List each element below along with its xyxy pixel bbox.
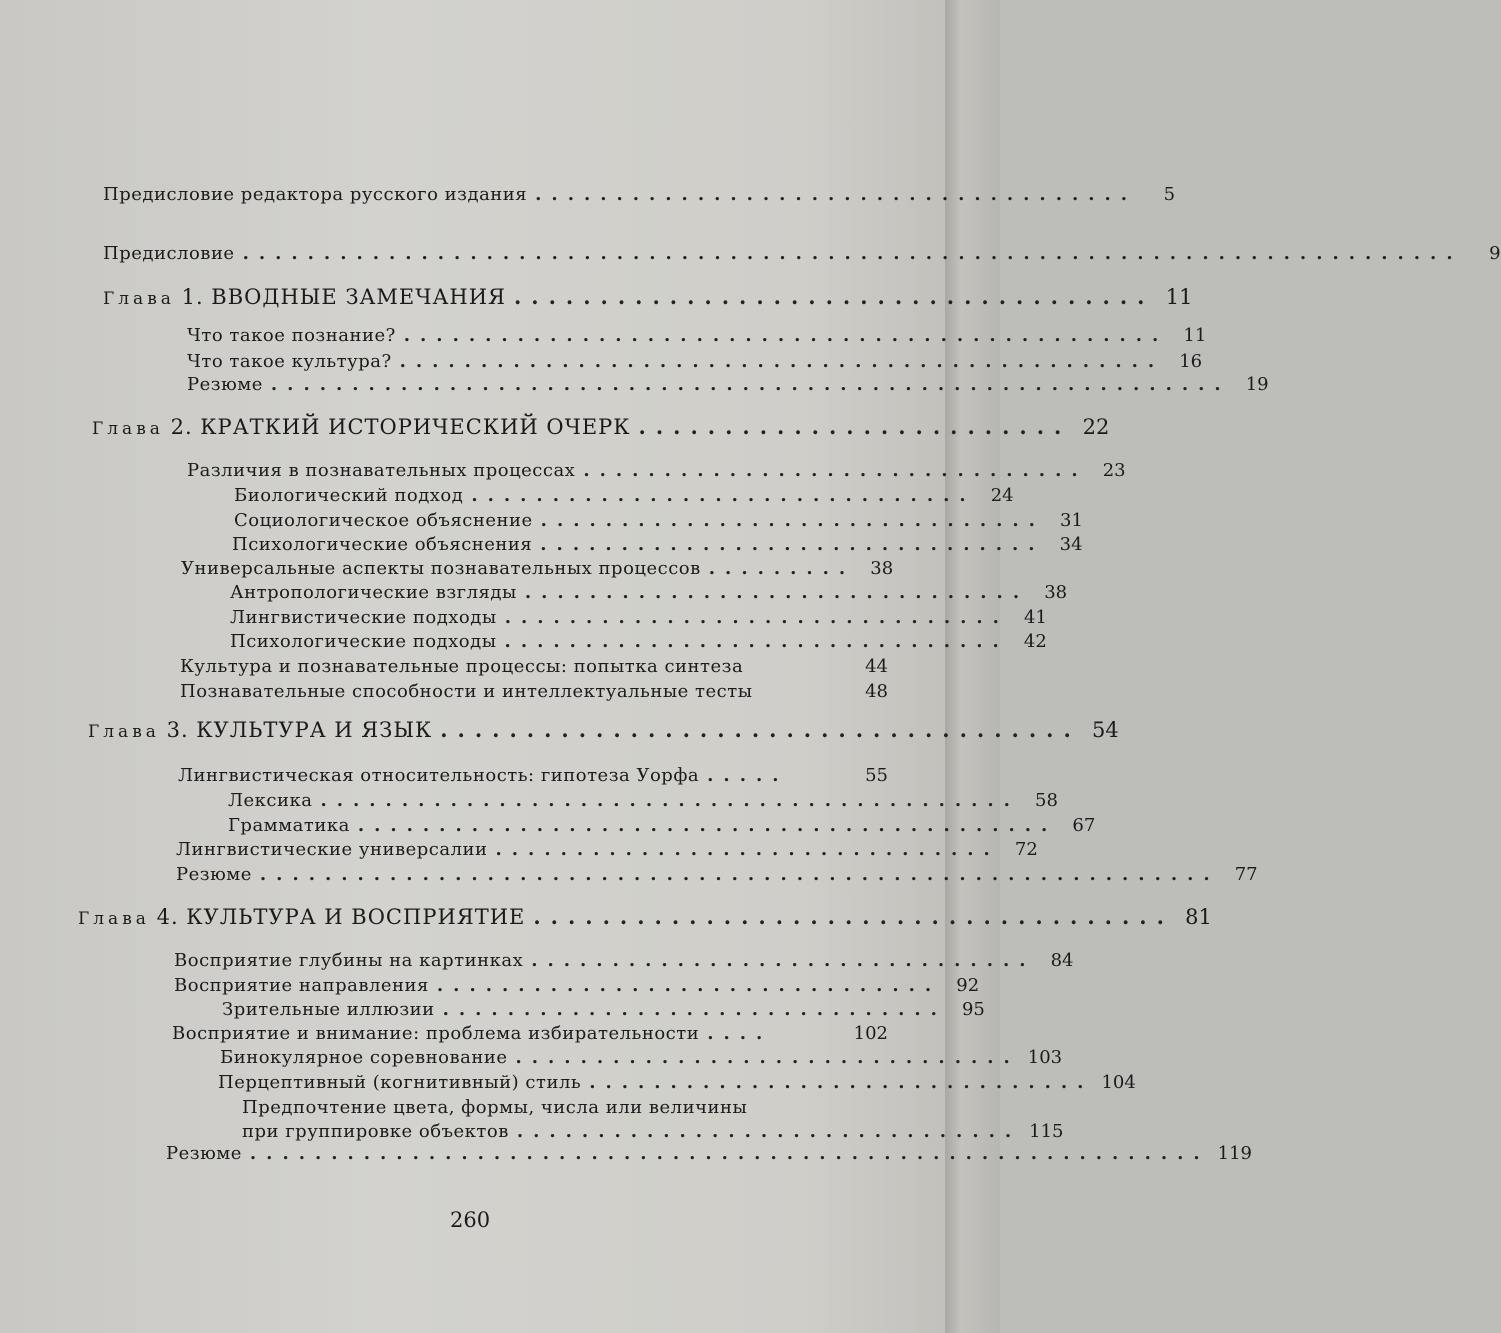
dot-leader: ......................... xyxy=(638,414,1072,439)
toc-entry: Бинокулярное соревнование ............................... 103 xyxy=(220,1047,1063,1068)
dot-leader: ............................... xyxy=(504,631,1009,652)
toc-chapter-1: Глава 1. ВВОДНЫЕ ЗАМЕЧАНИЯ ..................................... 11 xyxy=(103,284,1193,309)
dot-leader: ............................... xyxy=(589,1072,1094,1093)
dot-leader: ............................... xyxy=(471,485,976,506)
toc-entry: Универсальные аспекты познавательных процессов ......... 38 xyxy=(181,558,894,579)
toc-chapter-2: Глава 2. КРАТКИЙ ИСТОРИЧЕСКИЙ ОЧЕРК ......................... 22 xyxy=(92,414,1110,439)
dot-leader: ........................................................... xyxy=(249,1143,1210,1164)
dot-leader: ............................................... xyxy=(399,351,1165,372)
dot-leader: ............................... xyxy=(495,839,1000,860)
toc-entry: Лингвистическая относительность: гипотеза Уорфа ..... 55 xyxy=(178,765,888,786)
toc-entry: Восприятие направления ............................... 92 xyxy=(174,975,980,996)
toc-entry: Резюме ........................................................... 119 xyxy=(166,1143,1252,1164)
toc-entry: Лингвистические универсалии ............................... 72 xyxy=(176,839,1038,860)
toc-entry: Резюме ........................................................... 77 xyxy=(176,864,1258,885)
toc-entry: Психологические объяснения ............................... 34 xyxy=(232,534,1083,555)
dot-leader: ............................... xyxy=(540,534,1045,555)
dot-leader: ..... xyxy=(707,765,789,786)
toc-entry-preface-editor: Предисловие редактора русского издания ..................................... 5 xyxy=(103,184,1176,205)
toc-entry: Социологическое объяснение ............................... 31 xyxy=(234,510,1083,531)
toc-entry: Познавательные способности и интеллектуальные тесты 48 xyxy=(180,681,888,702)
toc-entry: Биологический подход ............................... 24 xyxy=(234,485,1014,506)
toc-entry: Антропологические взгляды ............................... 38 xyxy=(230,582,1068,603)
dot-leader: ............................... xyxy=(442,999,947,1020)
dot-leader: ............................... xyxy=(436,975,942,996)
dot-leader: ............................... xyxy=(515,1047,1020,1068)
toc-chapter-4: Глава 4. КУЛЬТУРА И ВОСПРИЯТИЕ ..................................... 81 xyxy=(78,904,1212,929)
dot-leader: ............................... xyxy=(504,607,1009,628)
dot-leader: ........................................................... xyxy=(270,374,1231,395)
toc-entry: Перцептивный (когнитивный) стиль ............................... 104 xyxy=(218,1072,1136,1093)
toc-entry: Лингвистические подходы ............................... 41 xyxy=(230,607,1047,628)
dot-leader: ............................... xyxy=(583,460,1088,481)
dot-leader: ..................................... xyxy=(533,904,1174,929)
toc-chapter-3: Глава 3. КУЛЬТУРА И ЯЗЫК ..................................... 54 xyxy=(88,717,1119,742)
dot-leader: ........................................................... xyxy=(259,864,1220,885)
toc-entry: Грамматика ........................................... 67 xyxy=(228,815,1096,836)
toc-entry: Культура и познавательные процессы: попытка синтеза 44 xyxy=(180,656,888,677)
toc-entry: Различия в познавательных процессах ............................... 23 xyxy=(187,460,1126,481)
toc-entry: Психологические подходы ............................... 42 xyxy=(230,631,1047,652)
toc-entry: при группировке объектов ............................... 115 xyxy=(242,1121,1064,1142)
dot-leader: ............................... xyxy=(531,950,1036,971)
dot-leader: ..................................... xyxy=(513,284,1155,309)
toc-entry: Предпочтение цвета, формы, числа или величины xyxy=(242,1097,748,1118)
dot-leader: ............................... xyxy=(540,510,1045,531)
toc-entry: Резюме ........................................................... 19 xyxy=(187,374,1269,395)
page-number: 260 xyxy=(450,1208,491,1232)
toc-entry: Что такое познание? ............................................... 11 xyxy=(187,325,1207,346)
toc-entry: Зрительные иллюзии ............................... 95 xyxy=(222,999,985,1020)
dot-leader: ..................................... xyxy=(535,184,1138,205)
toc-entry: Восприятие глубины на картинках ............................... 84 xyxy=(174,950,1074,971)
dot-leader: ........................................................................... xyxy=(242,243,1463,264)
toc-entry: Лексика ........................................... 58 xyxy=(228,790,1058,811)
dot-leader: ............................... xyxy=(516,1121,1022,1142)
dot-leader: .... xyxy=(707,1023,773,1044)
toc-entry-preface: Предисловие ........................................................................... 9 xyxy=(103,243,1501,264)
toc-entry: Восприятие и внимание: проблема избирательности .... 102 xyxy=(172,1023,888,1044)
dot-leader: ........................................... xyxy=(357,815,1058,836)
dot-leader: ............................................... xyxy=(403,325,1169,346)
toc-entry: Что такое культура? ............................................... 16 xyxy=(187,351,1203,372)
dot-leader: ..................................... xyxy=(440,717,1081,742)
dot-leader: ......... xyxy=(708,558,856,579)
dot-leader: ........................................... xyxy=(320,790,1020,811)
dot-leader: ............................... xyxy=(524,582,1030,603)
